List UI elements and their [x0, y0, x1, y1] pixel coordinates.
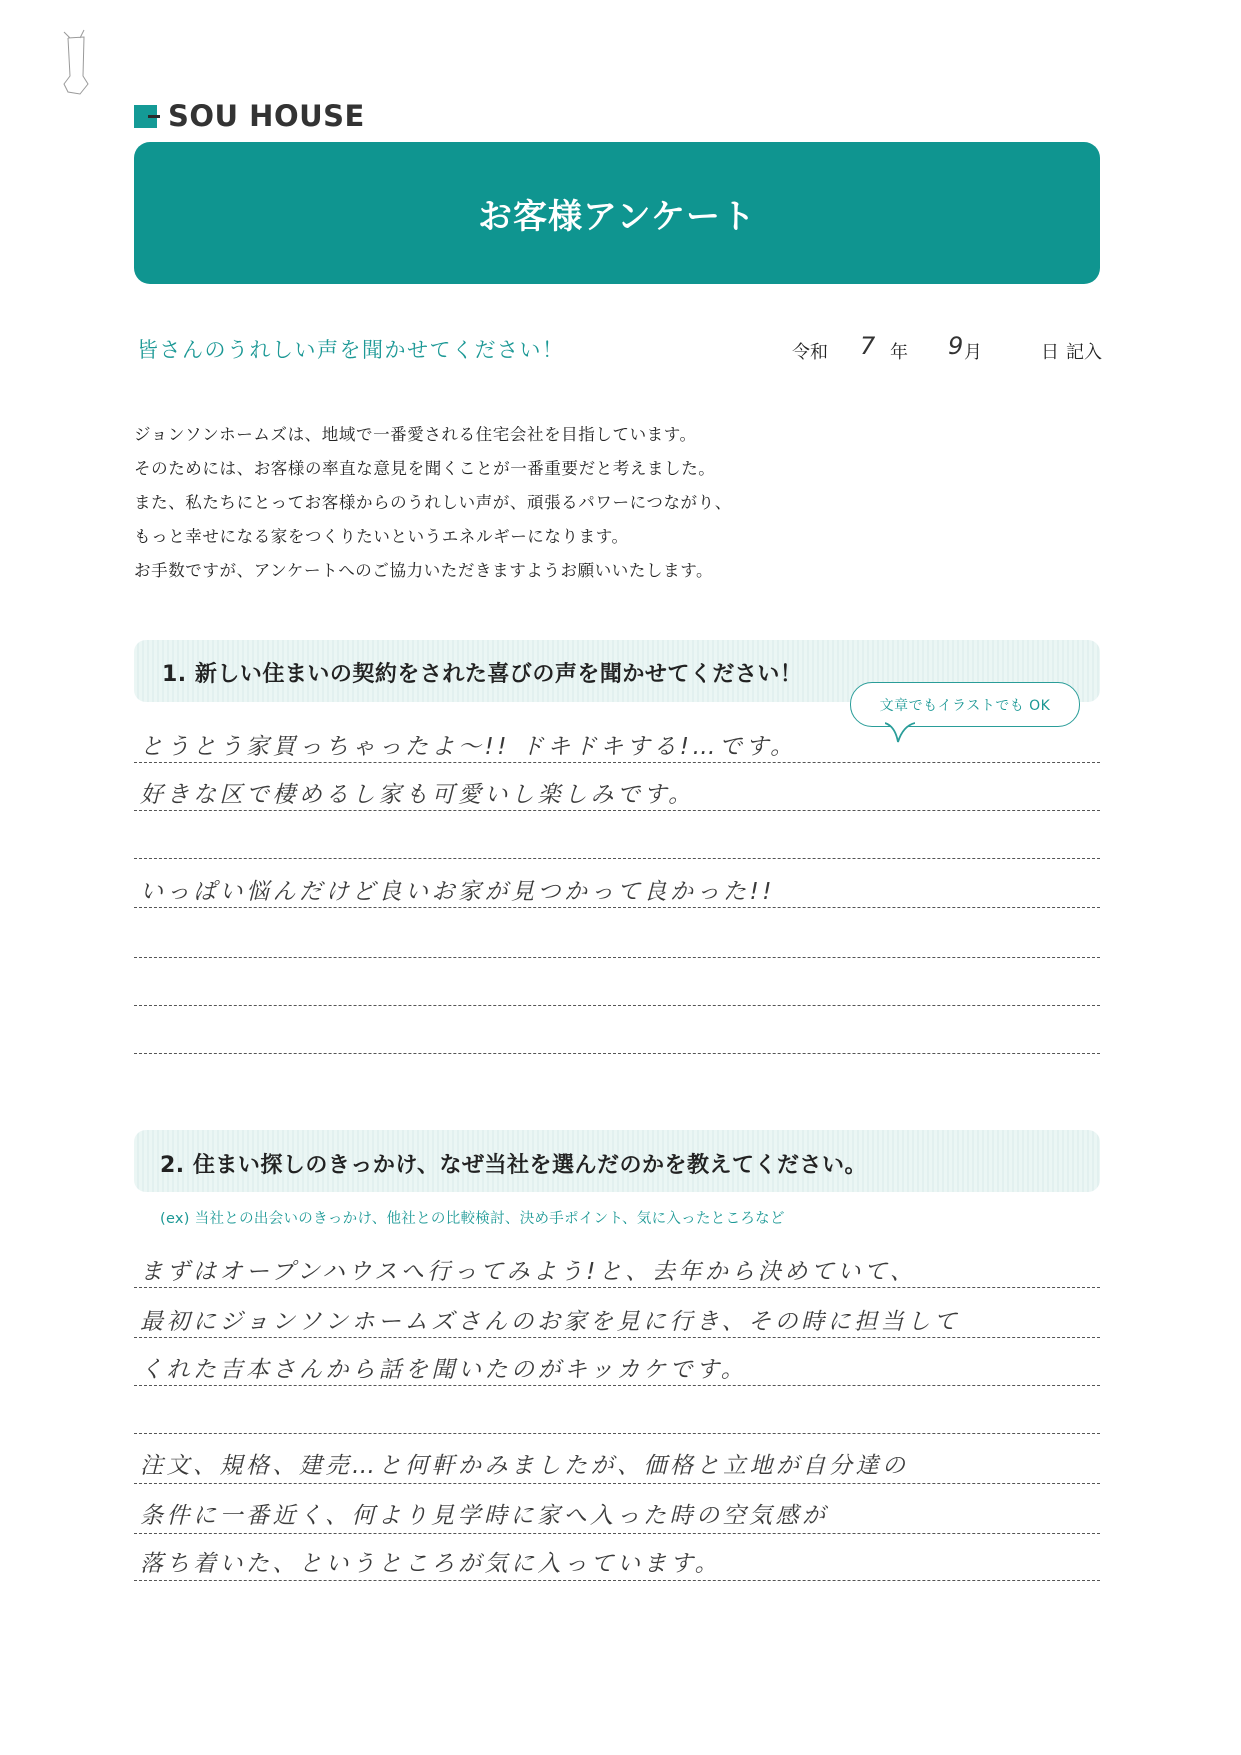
month-field[interactable]: 9	[948, 332, 964, 360]
month-label: 月	[964, 342, 982, 363]
q1-answer-line[interactable]: いっぱい悩んだけど良いお家が見つかって良かった!!	[140, 879, 775, 905]
question-2-example: (ex) 当社との出会いのきっかけ、他社との比較検討、決め手ポイント、気に入ったところなど	[160, 1211, 785, 1227]
q2-answer-line[interactable]: 落ち着いた、というところが気に入っています。	[140, 1551, 722, 1577]
note-bubble	[850, 682, 1080, 727]
question-2-title: 2. 住まい探しのきっかけ、なぜ当社を選んだのかを教えてください。	[160, 1153, 867, 1178]
answer-rule	[134, 762, 1100, 763]
question-1-title: 1. 新しい住まいの契約をされた喜びの声を聞かせてください！	[162, 662, 803, 687]
answer-rule	[134, 810, 1100, 811]
q2-answer-line[interactable]: 注文、規格、建売…と何軒かみましたが、価格と立地が自分達の	[140, 1453, 909, 1479]
brand-logo: SOU HOUSE	[168, 99, 365, 133]
q2-answer-line[interactable]: 最初にジョンソンホームズさんのお家を見に行き、その時に担当して	[140, 1309, 961, 1335]
speech-bubble-tail-icon	[885, 722, 915, 744]
answer-rule	[134, 1337, 1100, 1338]
year-field[interactable]: 7	[860, 332, 876, 360]
q1-answer-line[interactable]: とうとう家買っちゃったよ〜!! ドキドキする!…です。	[140, 734, 797, 760]
q1-answer-line[interactable]: 好きな区で棲めるし家も可愛いし楽しみです。	[140, 782, 695, 808]
page-title: お客様アンケート	[478, 196, 756, 237]
intro-line: ジョンソンホームズは、地域で一番愛される住宅会社を目指しています。	[134, 425, 697, 444]
answer-rule	[134, 1385, 1100, 1386]
answer-rule	[134, 1580, 1100, 1581]
q2-answer-line[interactable]: 条件に一番近く、何より見学時に家へ入った時の空気感が	[140, 1503, 829, 1529]
answer-rule	[134, 1287, 1100, 1288]
era-label: 令和	[792, 342, 828, 363]
answer-rule	[134, 957, 1100, 958]
year-label: 年	[890, 342, 908, 363]
pencil-scribble-mark	[58, 26, 92, 96]
filled-label: 記入	[1066, 342, 1102, 363]
answer-rule	[134, 907, 1100, 908]
note-bubble-text: 文章でもイラストでも OK	[879, 697, 1051, 714]
intro-paragraph	[134, 418, 894, 588]
intro-line: そのためには、お客様の率直な意見を聞くことが一番重要だと考えました。	[134, 459, 716, 478]
q2-answer-line[interactable]: くれた吉本さんから話を聞いたのがキッカケです。	[140, 1357, 748, 1383]
intro-line: お手数ですが、アンケートへのご協力いただきますようお願いいたします。	[134, 561, 714, 580]
q2-answer-line[interactable]: まずはオープンハウスへ行ってみよう!と、去年から決めていて、	[140, 1259, 917, 1285]
title-banner	[134, 142, 1100, 284]
answer-rule	[134, 858, 1100, 859]
answer-rule	[134, 1053, 1100, 1054]
logo-dash	[148, 115, 160, 118]
tagline: 皆さんのうれしい声を聞かせてください！	[137, 338, 565, 362]
answer-rule	[134, 1005, 1100, 1006]
intro-line: もっと幸せになる家をつくりたいというエネルギーになります。	[134, 527, 629, 546]
answer-rule	[134, 1483, 1100, 1484]
day-label: 日	[1041, 342, 1059, 363]
answer-rule	[134, 1533, 1100, 1534]
intro-line: また、私たちにとってお客様からのうれしい声が、頑張るパワーにつながり、	[134, 493, 732, 512]
answer-rule	[134, 1433, 1100, 1434]
